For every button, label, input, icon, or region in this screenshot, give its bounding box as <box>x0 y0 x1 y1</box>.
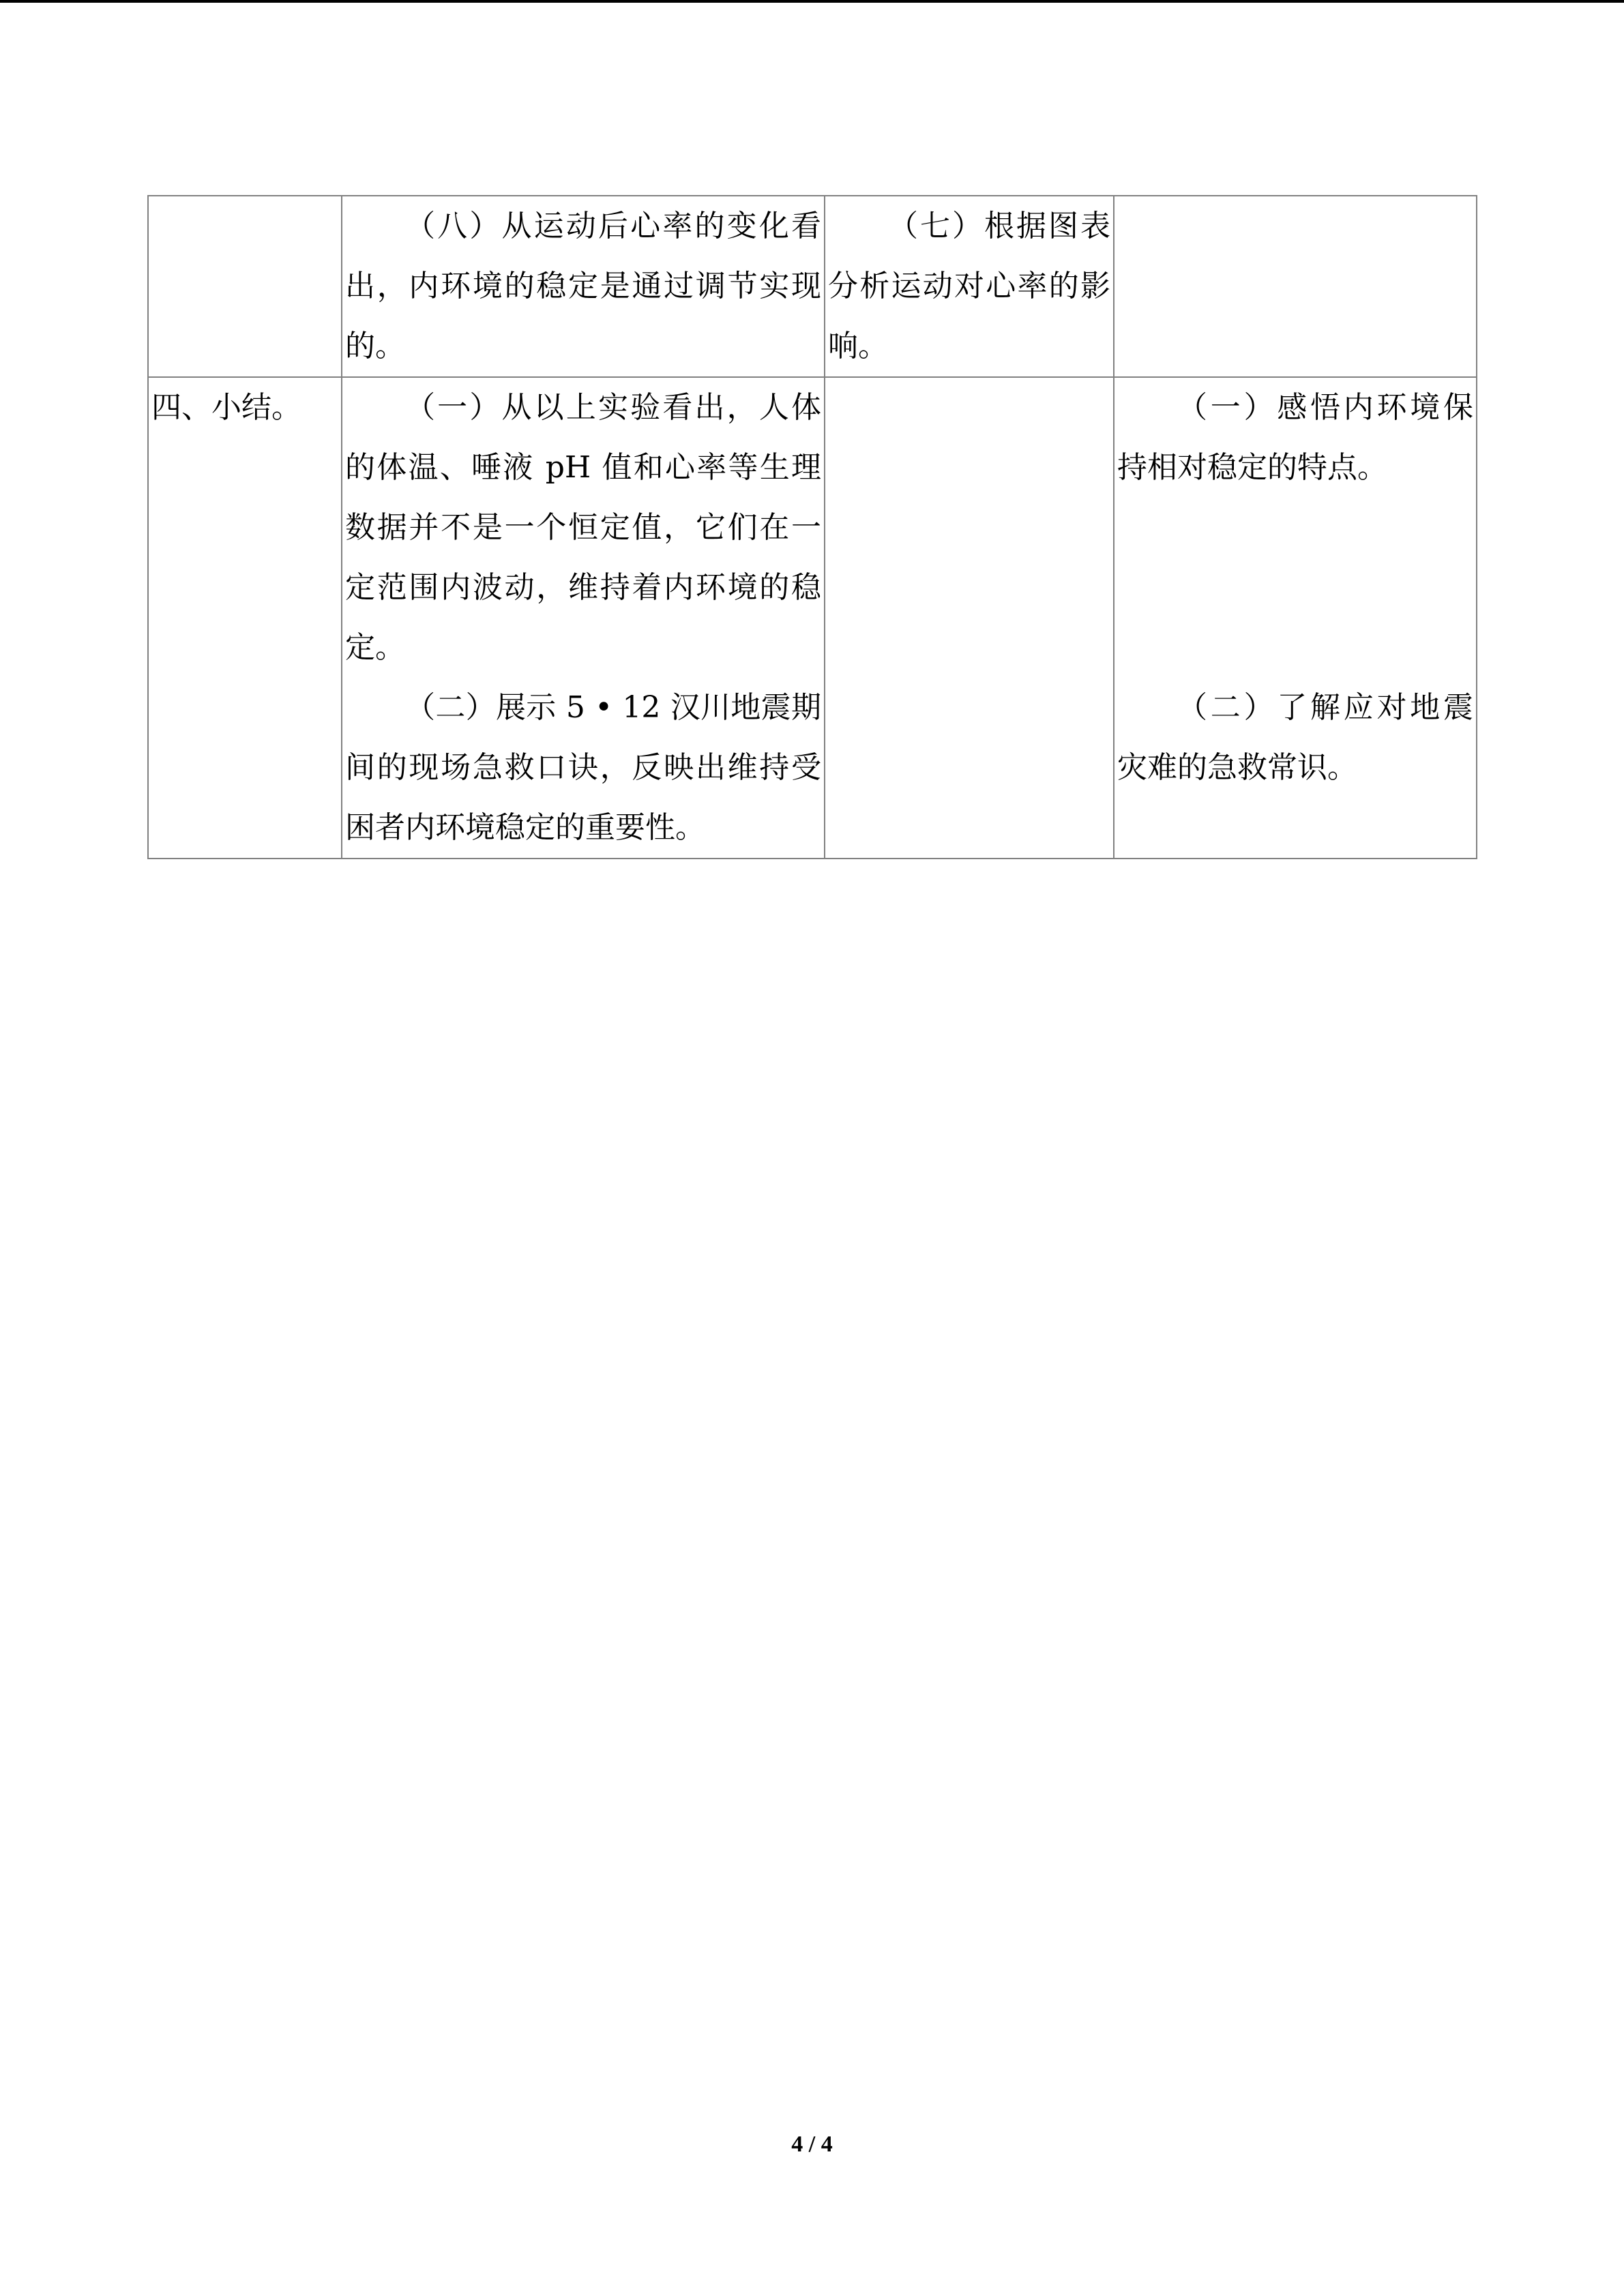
table-row <box>148 377 1477 859</box>
student-activity-cell <box>825 196 1114 377</box>
student-activity-cell <box>825 377 1114 859</box>
design-intent-cell <box>1114 196 1477 377</box>
lesson-plan-table <box>147 195 1477 859</box>
paragraph: （一）感悟内环境保持相对稳定的特点。 <box>1117 390 1473 485</box>
paragraph: （七）根据图表分析运动对心率的影响。 <box>828 209 1110 363</box>
section-cell: 四、小结。 <box>148 377 342 859</box>
paragraph: （二）了解应对地震灾难的急救常识。 <box>1117 690 1473 785</box>
teacher-activity-cell <box>342 377 825 859</box>
design-intent-cell <box>1114 377 1477 859</box>
paragraph: （一）从以上实验看出，人体的体温、唾液 pH 值和心率等生理数据并不是一个恒定值，它们在一定范围内波动，维持着内环境的稳定。 <box>345 390 821 665</box>
section-cell <box>148 196 342 377</box>
top-border-line <box>0 0 1624 3</box>
paragraph: （二）展示 5 • 12 汉川地震期间的现场急救口诀，反映出维持受困者内环境稳定的重要性。 <box>345 690 821 845</box>
paragraph: （八）从运动后心率的变化看出，内环境的稳定是通过调节实现的。 <box>345 209 821 363</box>
table-row <box>148 196 1477 377</box>
page-number: 4 / 4 <box>791 2132 833 2157</box>
teacher-activity-cell <box>342 196 825 377</box>
